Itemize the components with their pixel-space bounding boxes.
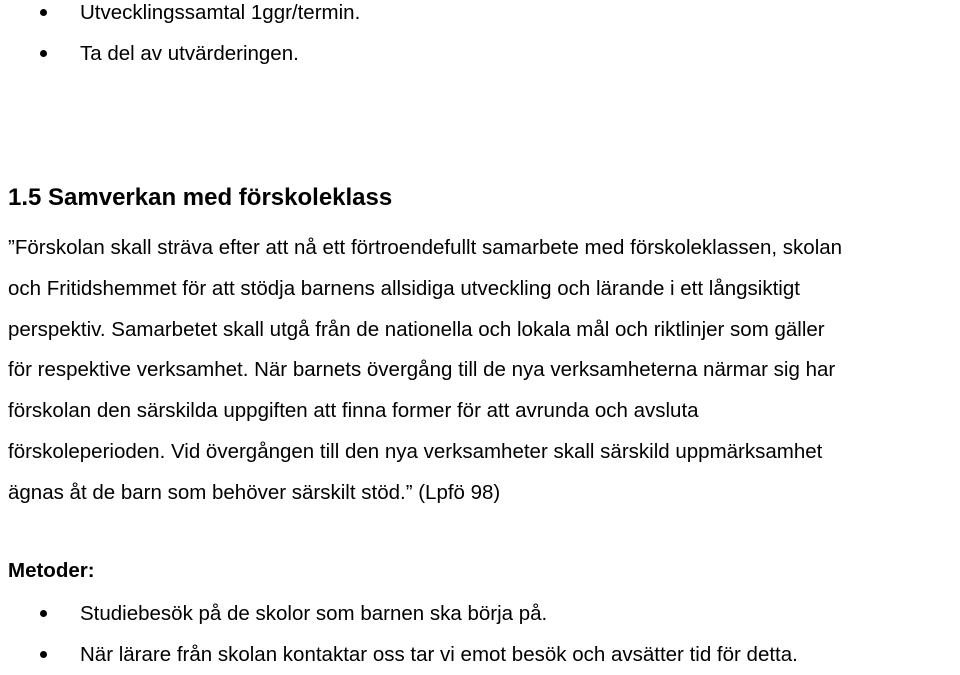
body-line: förskolan den särskilda uppgiften att finna former för att avrunda och avsluta	[8, 399, 699, 423]
methods-bullet-list	[0, 593, 798, 675]
body-line: perspektiv. Samarbetet skall utgå från de nationella och lokala mål och riktlinjer som gäller	[8, 317, 825, 341]
body-line: och Fritidshemmet för att stödja barnens allsidiga utveckling och lärande i ett långsiktigt	[8, 276, 800, 300]
list-item	[0, 0, 360, 33]
list-item-text: När lärare från skolan kontaktar oss tar vi emot besök och avsätter tid för detta.	[80, 643, 798, 666]
bullet-icon	[40, 9, 47, 16]
bullet-icon	[40, 651, 47, 658]
body-line: för respektive verksamhet. När barnets övergång till de nya verksamheterna närmar sig har	[8, 358, 836, 382]
list-item-text: Ta del av utvärderingen.	[80, 42, 299, 65]
list-item-text: Studiebesök på de skolor som barnen ska börja på.	[80, 602, 548, 625]
top-bullet-list	[0, 0, 360, 74]
body-line: förskoleperioden. Vid övergången till den nya verksamheter skall särskild uppmärksamhet	[8, 439, 823, 463]
body-line: ägnas åt de barn som behöver särskilt stöd.” (Lpfö 98)	[8, 480, 501, 504]
section-heading: 1.5 Samverkan med förskoleklass	[8, 184, 393, 211]
bullet-icon	[40, 610, 47, 617]
bullet-icon	[40, 50, 47, 57]
list-item	[0, 33, 360, 74]
list-item-text: Utvecklingssamtal 1ggr/termin.	[80, 1, 361, 24]
list-item	[0, 593, 798, 634]
methods-heading: Metoder:	[8, 559, 95, 582]
body-line: ”Förskolan skall sträva efter att nå ett förtroendefullt samarbete med förskoleklassen, skolan	[8, 236, 843, 259]
section-body-paragraph	[8, 228, 958, 514]
